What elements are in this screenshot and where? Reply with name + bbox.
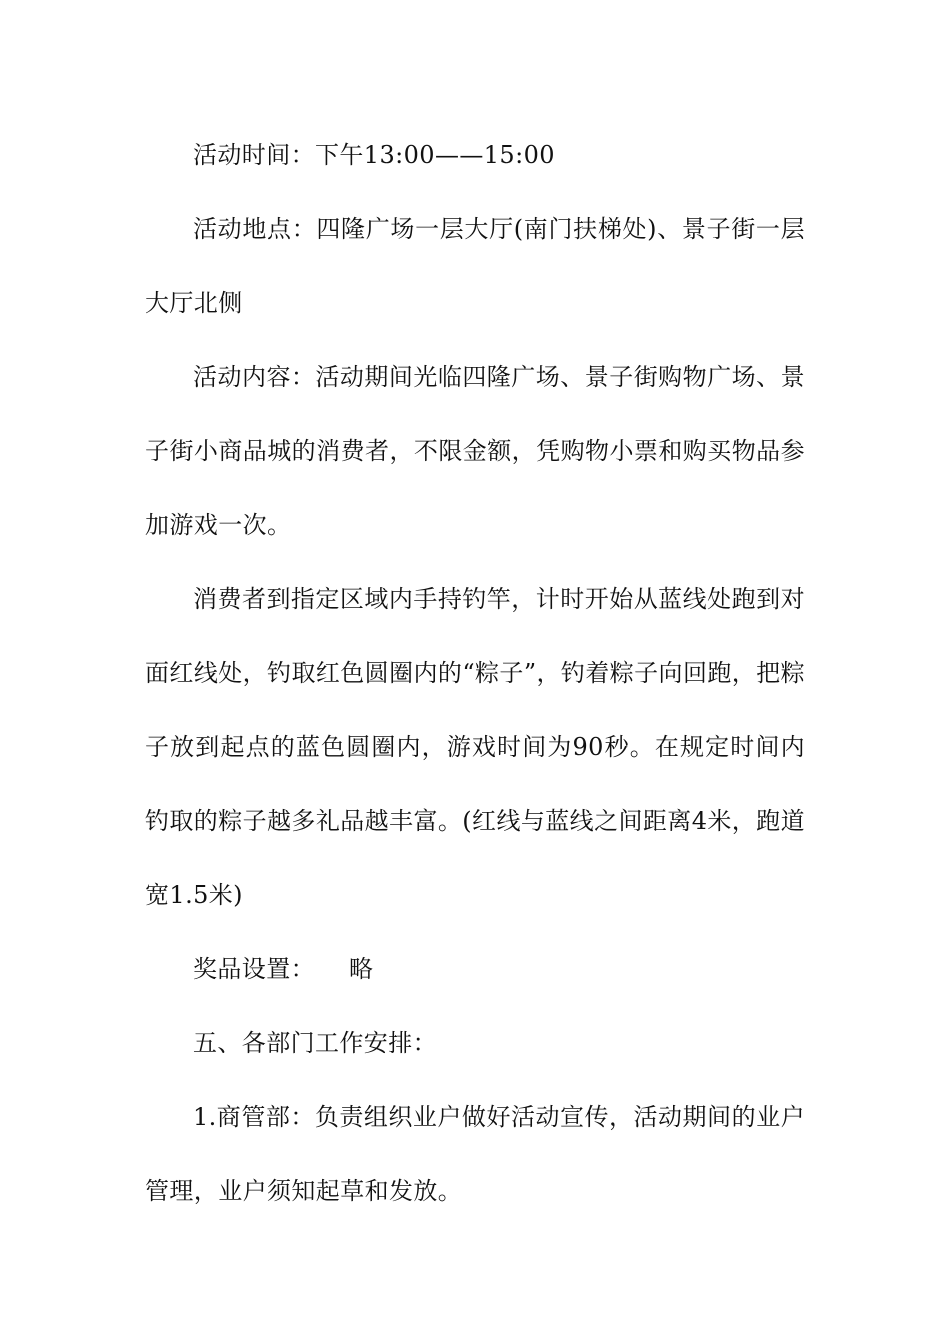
section-five-heading: 五、各部门工作安排： [193,1029,437,1057]
document-page [145,118,805,1228]
activity-content-paragraph: 活动内容：活动期间光临四隆广场、景子街购物广场、景子街小商品城的消费者，不限金额，凭购物小票和购买物品参加游戏一次。 [145,363,805,539]
prize-setting-label: 奖品设置： [193,955,315,983]
activity-location-paragraph: 活动地点：四隆广场一层大厅(南门扶梯处)、景子街一层大厅北侧 [145,215,805,317]
dept-commerce-paragraph: 1.商管部：负责组织业户做好活动宣传，活动期间的业户管理，业户须知起草和发放。 [145,1103,805,1205]
prize-setting-paragraph [145,932,805,1006]
activity-time-paragraph: 活动时间：下午13:00——15:00 [193,141,555,169]
prize-setting-value: 略 [349,955,374,983]
game-rules-paragraph: 消费者到指定区域内手持钓竿，计时开始从蓝线处跑到对面红线处，钓取红色圆圈内的“粽子”，钓着粽子向回跑，把粽子放到起点的蓝色圆圈内，游戏时间为90秒。在规定时间内钓取的粽子越多礼品越丰富。(红线与蓝线之间距离4米，跑道宽1.5米) [145,585,805,909]
